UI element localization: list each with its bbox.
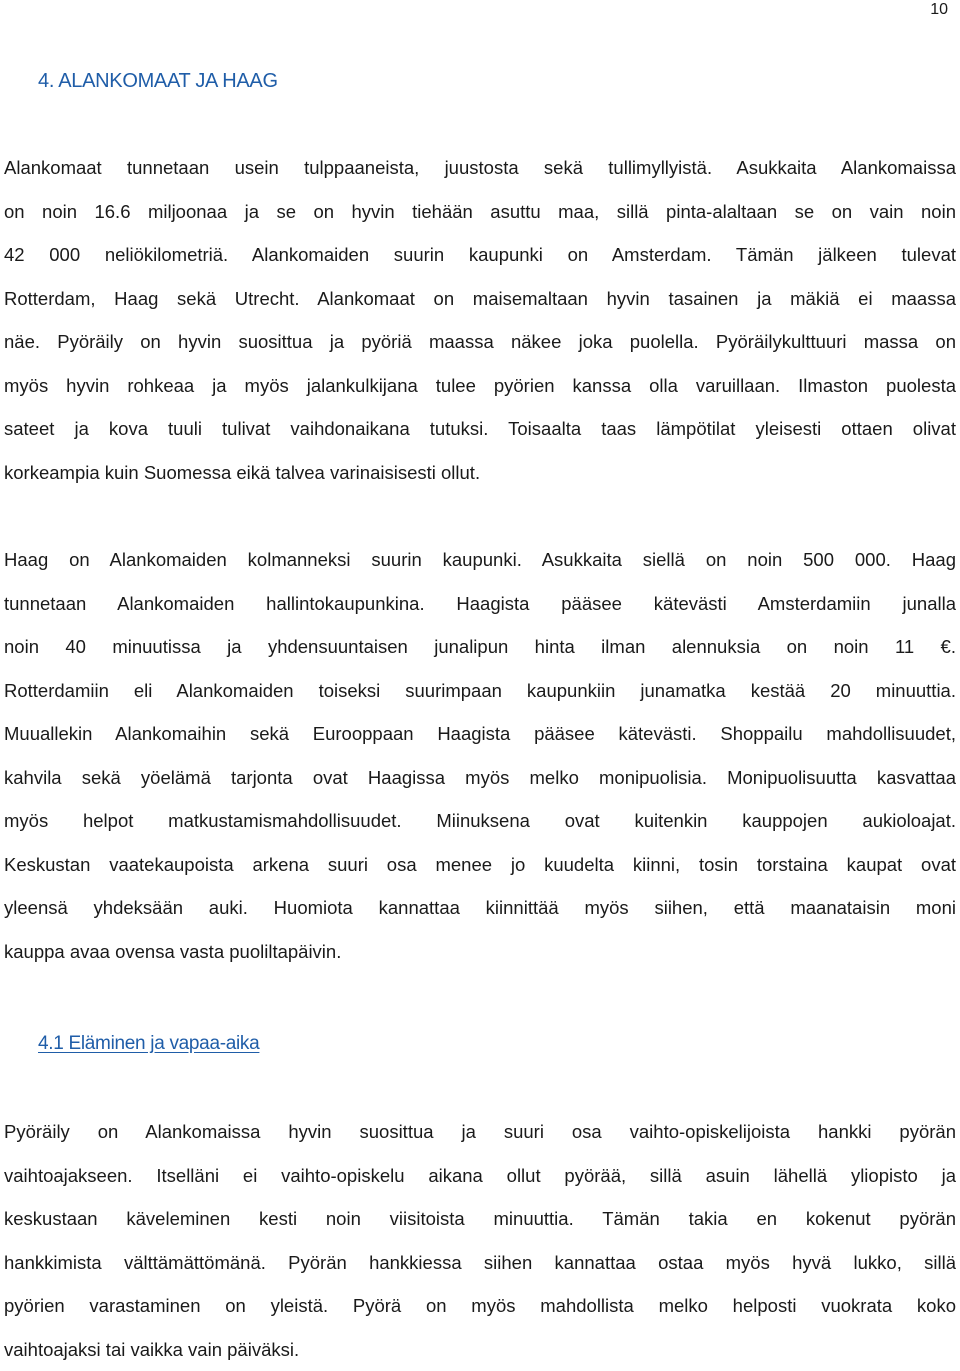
text-line: yleensä yhdeksään auki. Huomiota kannattaa kiinnittää myös siihen, että maanataisin moni [4,886,956,930]
text-line: Muuallekin Alankomaihin sekä Eurooppaan Haagista pääsee kätevästi. Shoppailu mahdollisuudet, [4,712,956,756]
text-line: vaihtoajaksi tai vaikka vain päiväksi. [4,1328,956,1371]
text-line: keskustaan käveleminen kesti noin viisitoista minuuttia. Tämän takia en kokenut pyörän [4,1197,956,1241]
text-line: Alankomaat tunnetaan usein tulppaaneista, juustosta sekä tullimyllyistä. Asukkaita Alankomaissa [4,146,956,190]
text-line: on noin 16.6 miljoonaa ja se on hyvin tiehään asuttu maa, sillä pinta-alaltaan se on vain noin [4,190,956,234]
text-line: kauppa avaa ovensa vasta puoliltapäivin. [4,930,956,974]
text-line: pyörien varastaminen on yleistä. Pyörä on myös mahdollista melko helposti vuokrata koko [4,1284,956,1328]
text-line: näe. Pyöräily on hyvin suosittua ja pyöriä maassa näkee joka puolella. Pyöräilykulttuuri massa on [4,320,956,364]
text-line: noin 40 minuutissa ja yhdensuuntaisen junalipun hinta ilman alennuksia on noin 11 €. [4,625,956,669]
paragraph-netherlands-intro [4,146,956,494]
text-line: myös helpot matkustamismahdollisuudet. Miinuksena ovat kuitenkin kauppojen aukioloajat. [4,799,956,843]
text-line: tunnetaan Alankomaiden hallintokaupunkina. Haagista pääsee kätevästi Amsterdamiin junalla [4,582,956,626]
text-line: Rotterdamiin eli Alankomaiden toiseksi suurimpaan kaupunkiin junamatka kestää 20 minuuttia. [4,669,956,713]
text-line: vaihtoajakseen. Itselläni ei vaihto-opiskelu aikana ollut pyörää, sillä asuin lähellä yliopisto ja [4,1154,956,1198]
page-number: 10 [930,0,948,20]
text-line: Haag on Alankomaiden kolmanneksi suurin kaupunki. Asukkaita siellä on noin 500 000. Haag [4,538,956,582]
text-line: Keskustan vaatekaupoista arkena suuri osa menee jo kuudelta kiinni, tosin torstaina kaupat ovat [4,843,956,887]
paragraph-haag [4,538,956,973]
text-line: hankkimista välttämättömänä. Pyörän hankkiessa siihen kannattaa ostaa myös hyvä lukko, sillä [4,1241,956,1285]
subsection-heading: 4.1 Eläminen ja vapaa-aika [38,1030,259,1058]
text-line: sateet ja kova tuuli tulivat vaihdonaikana tutuksi. Toisaalta taas lämpötilat yleisesti ottaen olivat [4,407,956,451]
text-line: myös hyvin rohkeaa ja myös jalankulkijana tulee pyörien kanssa olla varuillaan. Ilmaston puolesta [4,364,956,408]
text-line: korkeampia kuin Suomessa eikä talvea varinaisisesti ollut. [4,451,956,495]
text-line: kahvila sekä yöelämä tarjonta ovat Haagissa myös melko monipuolisia. Monipuolisuutta kasvattaa [4,756,956,800]
text-line: Pyöräily on Alankomaissa hyvin suosittua ja suuri osa vaihto-opiskelijoista hankki pyörän [4,1110,956,1154]
section-heading: 4. ALANKOMAAT JA HAAG [38,67,278,95]
text-line: 42 000 neliökilometriä. Alankomaiden suurin kaupunki on Amsterdam. Tämän jälkeen tulevat [4,233,956,277]
text-line: Rotterdam, Haag sekä Utrecht. Alankomaat on maisemaltaan hyvin tasainen ja mäkiä ei maassa [4,277,956,321]
paragraph-cycling [4,1110,956,1371]
